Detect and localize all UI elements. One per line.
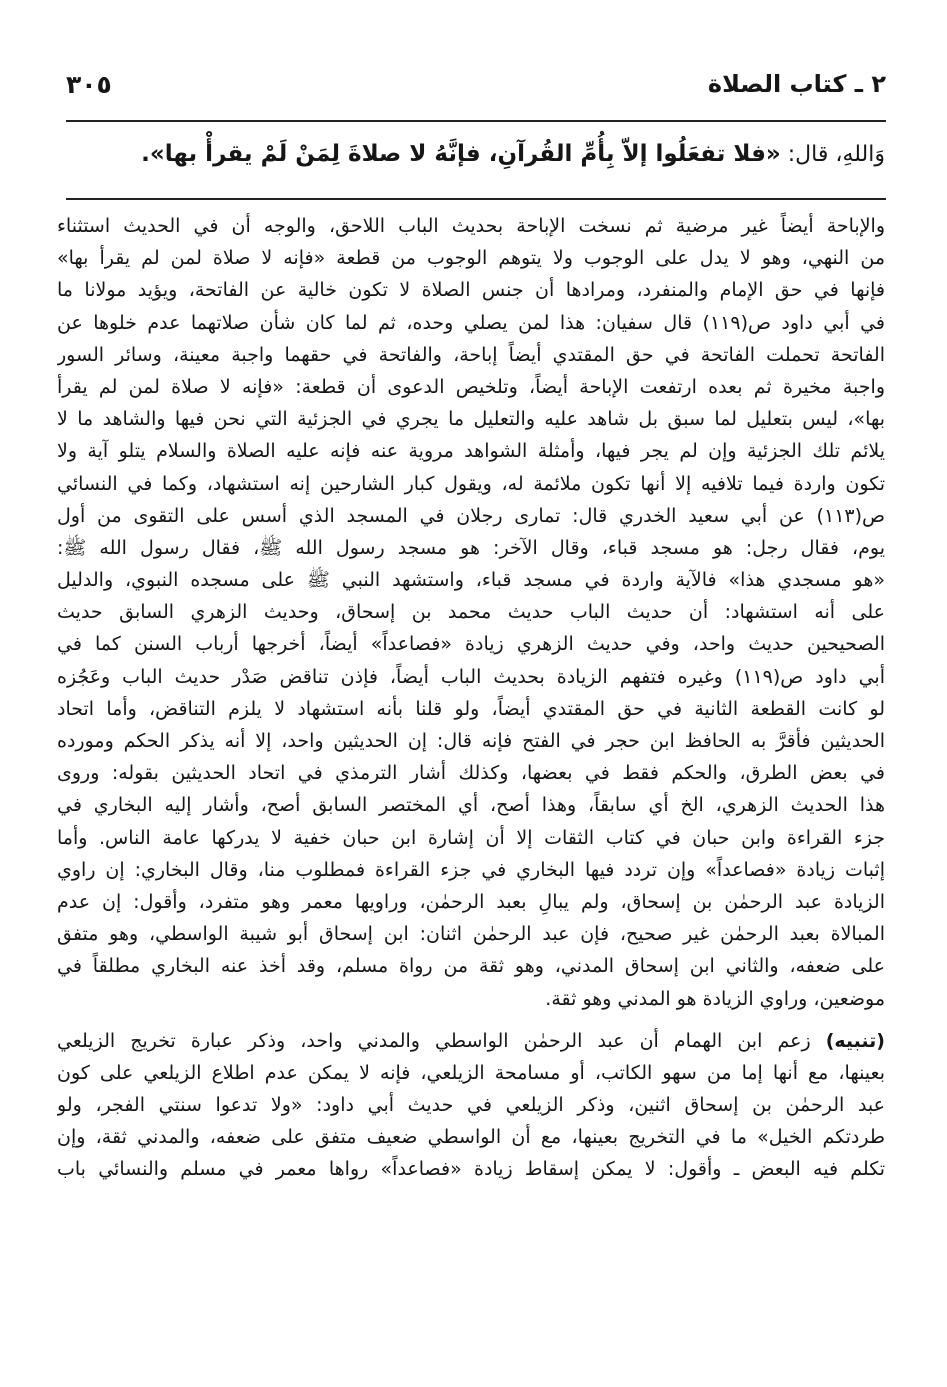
- text-line: الحديثين فأقرَّ به الحافظ ابن حجر في الفتح فإنه قال: إن الحديثين واحد، إلا أنه يذكر الحكم ومورده: [57, 730, 885, 752]
- text-line: على أنه استشهاد: أن حديث الباب حديث محمد بن إسحاق، وحديث الزهري السابق حديث: [57, 601, 885, 624]
- text-line: إثبات زيادة «فصاعداً» وإن تردد فيها البخاري في جزء القراءة فمطلوب منا، وقال البخاري: إن راوي: [57, 858, 885, 881]
- text-line: أبي داود ص(١١٩) وغيره فتفهم الزيادة بحديث الباب أيضاً، فإذن تناقض صَدْر حديث الباب وعَجُزه: [57, 665, 885, 688]
- text-line: الفاتحة تحملت الفاتحة في حق المقتدي أيضاً إباحة، والفاتحة في حقهما واجبة معينة، وسائر السور: [57, 343, 885, 366]
- commentary-body: [57, 210, 885, 1186]
- text-line: في أبي داود ص(١١٩) قال سفيان: هذا لمن يصلي وحده، ثم لما كان شأن صلاتهما عدم خلوها عن: [57, 311, 885, 334]
- text-line: والإباحة أيضاً غير مرضية ثم نسخت الإباحة بحديث الباب اللاحق، والوجه أن في الحديث استثناء: [57, 215, 885, 237]
- text-line: جزء القراءة وابن حبان في كتاب الثقات إلا أن إشارة ابن حبان خفية لا يدركها عامة الناس. وأما: [57, 826, 885, 849]
- hadith-prefix: وَاللهِ، قال:: [780, 142, 885, 167]
- hadith-text: [55, 132, 885, 177]
- text-line: طردتكم الخيل» ما في التخريج بعينها، مع أن الواسطي ضعيف متفق على ضعفه، والمدني ثقة، وإن: [57, 1126, 885, 1149]
- page-number: ٣٠٥: [66, 70, 112, 99]
- hadith-quote: «فلا تفعَلُوا إلاّ بِأُمِّ القُرآنِ، فإنَّهُ لا صلاةَ لِمَنْ لَمْ يقرأْ بها».: [141, 141, 781, 167]
- text-line: الصحيحين حديث واحد، وفي حديث الزهري زيادة «فصاعداً» أيضاً، أخرجها أرباب السنن كما في: [57, 633, 885, 656]
- commentary-divider: [66, 198, 886, 200]
- running-title: ٢ ـ كتاب الصلاة: [707, 70, 886, 98]
- text-line: من النهي، وهو لا يدل على الوجوب ولا يتوهم الوجوب من قطعة «فإنه لا صلاة لمن لم يقرأ بها»: [57, 247, 885, 270]
- note-label: (تنبيه): [825, 1029, 885, 1052]
- text-line: عبد الرحمٰن بن إسحاق اثنين، وذكر الزيلعي في حديث أبي داود: «ولا تدعوا سنتي الفجر، ولو: [57, 1094, 885, 1117]
- header-divider: [66, 120, 886, 122]
- text-line: ص(١١٣) عن أبي سعيد الخدري قال: تمارى رجلان في المسجد الذي أسس على التقوى من أول: [57, 504, 885, 527]
- text-line: يوم، فقال رجل: هو مسجد قباء، وقال الآخر: هو مسجد رسول الله ﷺ، فقال رسول الله ﷺ:: [57, 536, 885, 559]
- text-line: هذا الحديث الزهري، الخ أي سابقاً، وهذا أصح، أي المختصر السابق أصح، وأشار إليه البخاري في: [57, 794, 885, 817]
- text-line: بها»، ليس بتعليل لما سبق بل شاهد عليه والتعليل ما يجري في الجزئية التي نحن فيها والشاهد ما لا: [57, 408, 885, 431]
- text-line: تكلم فيه البعض ـ وأقول: لا يمكن إسقاط زيادة «فصاعداً» رواها معمر في مسلم والنسائي باب: [57, 1158, 885, 1181]
- text-line: موضعين، وراوي الزيادة هو المدني وهو ثقة.: [545, 987, 885, 1010]
- paragraph-gap: [57, 1015, 885, 1025]
- text-line: على ضعفه، والثاني ابن إسحاق المدني، وهو ثقة من رواة مسلم، وقد أخذ عنه البخاري مطلقاً في: [57, 955, 885, 978]
- text-line: المبالاة بعبد الرحمٰن غير صحيح، فإن عبد الرحمٰن اثنان: ابن إسحاق أبو شيبة الواسطي، وهو متفق: [57, 923, 885, 946]
- text-line: في بعض الطرق، والحكم فقط في بعضها، وكذلك أشار الترمذي في اتحاد الحديثين بقوله: وروى: [57, 762, 885, 785]
- page-header: [66, 66, 886, 106]
- text-line: واجبة مخيرة ثم بعده ارتفعت الإباحة أيضاً، وتلخيص الدعوى أن قطعة: «فإنه لا صلاة لمن لم يقرأ: [57, 375, 885, 398]
- text-line: يلائم تلك الجزئية وإن لم يجر فيها، وأمثلة الشواهد مروية عنه فإنه عليه الصلاة والسلام يتلو آية ولا: [57, 440, 885, 463]
- text-line: «هو مسجدي هذا» فالآية واردة في مسجد قباء، واستشهد النبي ﷺ على مسجده النبوي، والدليل: [57, 569, 885, 592]
- text-line: فإنها في حق الإمام والمنفرد، ومرادها أن جنس الصلاة لا تكون خالية عن الفاتحة، ويؤيد مولانا ما: [57, 279, 885, 302]
- note-text: زعم ابن الهمام أن عبد الرحمٰن الواسطي والمدني واحد، وذكر عبارة تخريج الزيلعي: [57, 1029, 826, 1052]
- commentary-paragraph-1: [57, 210, 885, 1015]
- text-line: الزيادة عبد الرحمٰن بن إسحاق، ولم يبالِ بعبد الرحمٰن، وراويها معمر وهو متفرد، وأقول: إن عدم: [57, 890, 885, 913]
- text-line: بعينها، مع أنها إما من سهو الكاتب، أو مسامحة الزيلعي، فإنه لا يمكن عدم اطلاع الزيلعي على كون: [57, 1061, 885, 1084]
- commentary-paragraph-2: [57, 1025, 885, 1186]
- text-line: [57, 1025, 885, 1057]
- text-line: تكون واردة فيما تلافيه إلا أنها تكون ملائمة له، ويقول كبار الشارحين إنه استشهاد، وكما في النسائي: [57, 472, 885, 495]
- text-line: لو كانت القطعة الثانية في حق المقتدي أيضاً، ولو قلنا بأنه استشهاد لا يلزم التناقض، وأما اتحاد: [57, 697, 885, 720]
